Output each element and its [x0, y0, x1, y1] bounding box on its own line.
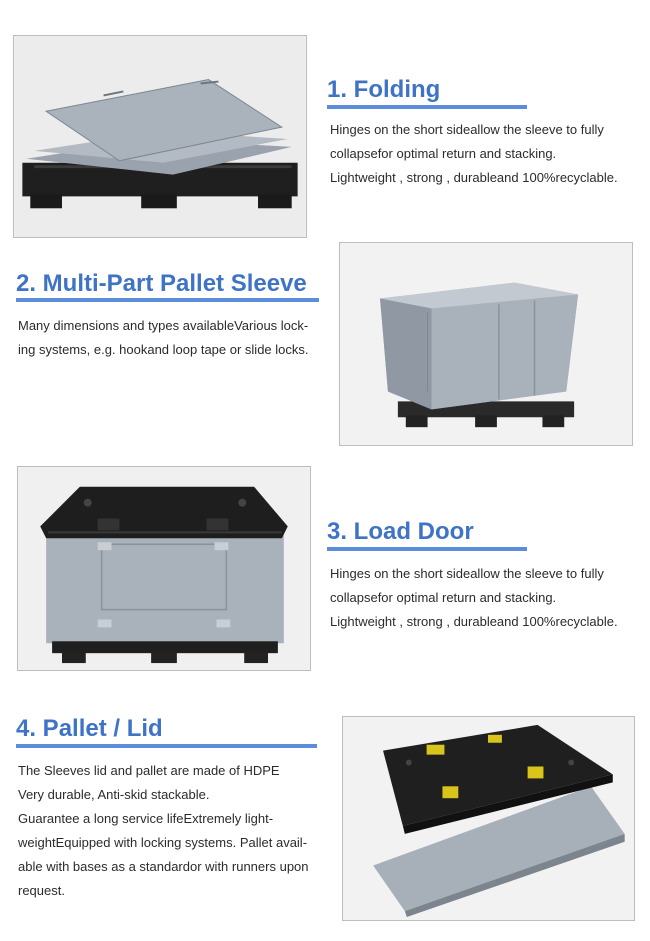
- section-4-title: 4. Pallet / Lid: [16, 715, 163, 742]
- section-2-description: [18, 314, 309, 362]
- section-1-description: [330, 118, 618, 190]
- section-4-line: The Sleeves lid and pallet are made of HDPE: [18, 763, 280, 778]
- section-2-underline: [16, 298, 319, 302]
- section-1-line: Hinges on the short sideallow the sleeve to fully: [330, 122, 604, 137]
- load-door-box-photo: [17, 466, 311, 671]
- folded-sleeve-photo: [13, 35, 307, 238]
- section-3-line: collapsefor optimal return and stacking.: [330, 590, 557, 605]
- pallet-and-lid-photo: [342, 716, 635, 921]
- section-4-underline: [16, 744, 317, 748]
- section-4-line: request.: [18, 883, 65, 898]
- section-4-line: Very durable, Anti-skid stackable.: [18, 787, 210, 802]
- section-2-title: 2. Multi-Part Pallet Sleeve: [16, 270, 307, 297]
- section-3-title: 3. Load Door: [327, 518, 474, 545]
- section-2-line: ing systems, e.g. hookand loop tape or slide locks.: [18, 342, 309, 357]
- section-2-line: Many dimensions and types availableVarious lock-: [18, 318, 309, 333]
- section-4-line: weightEquipped with locking systems. Pallet avail-: [18, 835, 308, 850]
- section-1-underline: [327, 105, 527, 109]
- section-4-description: [18, 759, 309, 903]
- section-4-line: able with bases as a standardor with runners upon: [18, 859, 309, 874]
- section-4-line: Guarantee a long service lifeExtremely light-: [18, 811, 274, 826]
- section-3-line: Hinges on the short sideallow the sleeve to fully: [330, 566, 604, 581]
- section-1-title: 1. Folding: [327, 76, 441, 103]
- multi-part-sleeve-photo: [339, 242, 633, 446]
- section-3-underline: [327, 547, 527, 551]
- section-3-line: Lightweight , strong , durableand 100%recyclable.: [330, 614, 618, 629]
- section-1-line: Lightweight , strong , durableand 100%recyclable.: [330, 170, 618, 185]
- section-3-description: [330, 562, 618, 634]
- section-1-line: collapsefor optimal return and stacking.: [330, 146, 557, 161]
